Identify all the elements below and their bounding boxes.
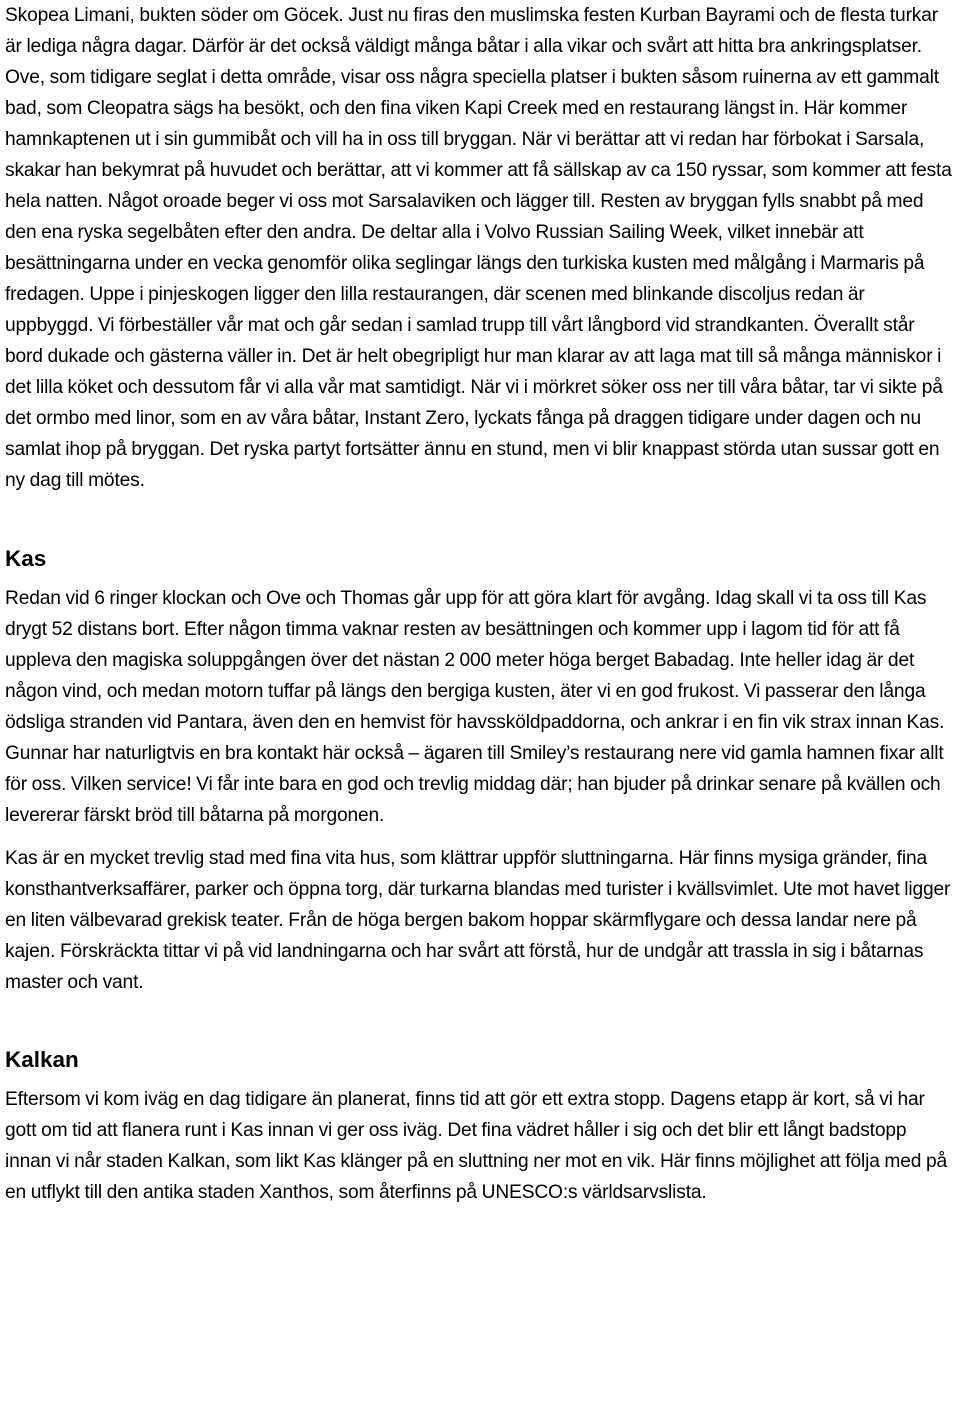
kas-paragraph-1: Redan vid 6 ringer klockan och Ove och Thomas går upp för att göra klart för avgång. Idag skall vi ta oss till Kas drygt 52 distans bort. Efter någon timma vaknar resten av besättningen och kommer upp i lagom tid för att få uppleva den magiska soluppgången över det nästan 2 000 meter höga berget Babadag. Inte heller idag är det någon vind, och medan motorn tuffar på längs den bergiga kusten, äter vi en god frukost. Vi passerar den långa ödsliga stranden vid Pantara, även den en hemvist för havssköldpaddorna, och ankrar i en fin vik strax innan Kas. Gunnar har naturligtvis en bra kontakt här också – ägaren till Smiley’s restaurang nere vid gamla hamnen fixar allt för oss. Vilken service! Vi får inte bara en god och trevlig middag där; han bjuder på drinkar senare på kvällen och levererar färskt bröd till båtarna på morgonen.: [5, 588, 945, 826]
kas-paragraph-2: Kas är en mycket trevlig stad med fina vita hus, som klättrar uppför sluttningarna. Här finns mysiga gränder, fina konsthantverksaffärer, parker och öppna torg, där turkarna blandas med turister i kvällsvimlet. Ute mot havet ligger en liten välbevarad grekisk teater. Från de höga bergen bakom hoppar skärmflygare och dessa landar nere på kajen. Förskräckta tittar vi på vid landningarna och har svårt att förstå, hur de undgår att trassla in sig i båtarnas master och vant.: [5, 848, 951, 993]
section-heading-kas: Kas: [5, 546, 47, 571]
document-page: [5, 0, 955, 1208]
section-heading-kalkan: Kalkan: [5, 1047, 79, 1072]
kalkan-paragraph-1: Eftersom vi kom iväg en dag tidigare än planerat, finns tid att gör ett extra stopp. Dagens etapp är kort, så vi har gott om tid att flanera runt i Kas innan vi ger oss iväg. Det fina vädret håller i sig och det blir ett långt badstopp innan vi når staden Kalkan, som likt Kas klänger på en sluttning ner mot en vik. Här finns möjlighet att följa med på en utflykt till den antika staden Xanthos, som återfinns på UNESCO:s världsarvslista.: [5, 1089, 947, 1203]
intro-paragraph: Skopea Limani, bukten söder om Göcek. Just nu firas den muslimska festen Kurban Bayrami och de flesta turkar är lediga några dagar. Därför är det också väldigt många båtar i alla vikar och svårt att hitta bra ankringsplatser. Ove, som tidigare seglat i detta område, visar oss några speciella platser i bukten såsom ruinerna av ett gammalt bad, som Cleopatra sägs ha besökt, och den fina viken Kapi Creek med en restaurang längst in. Här kommer hamnkaptenen ut i sin gummibåt och vill ha in oss till bryggan. När vi berättar att vi redan har förbokat i Sarsala, skakar han bekymrat på huvudet och berättar, att vi kommer att få sällskap av ca 150 ryssar, som kommer att festa hela natten. Något oroade beger vi oss mot Sarsalaviken och lägger till. Resten av bryggan fylls snabbt på med den ena ryska segelbåten efter den andra. De deltar alla i Volvo Russian Sailing Week, vilket innebär att besättningarna under en vecka genomför olika seglingar längs den turkiska kusten med målgång i Marmaris på fredagen. Uppe i pinjeskogen ligger den lilla restaurangen, där scenen med blinkande discoljus redan är uppbyggd. Vi förbeställer vår mat och går sedan i samlad trupp till vårt långbord vid strandkanten. Överallt står bord dukade och gästerna väller in. Det är helt obegripligt hur man klarar av att laga mat till så många människor i det lilla köket och dessutom får vi alla vår mat samtidigt. När vi i mörkret söker oss ner till våra båtar, tar vi sikte på det ormbo med linor, som en av våra båtar, Instant Zero, lyckats fånga på draggen tidigare under dagen och nu samlat ihop på bryggan. Det ryska partyt fortsätter ännu en stund, men vi blir knappast störda utan sussar gott en ny dag till mötes.: [5, 5, 952, 491]
